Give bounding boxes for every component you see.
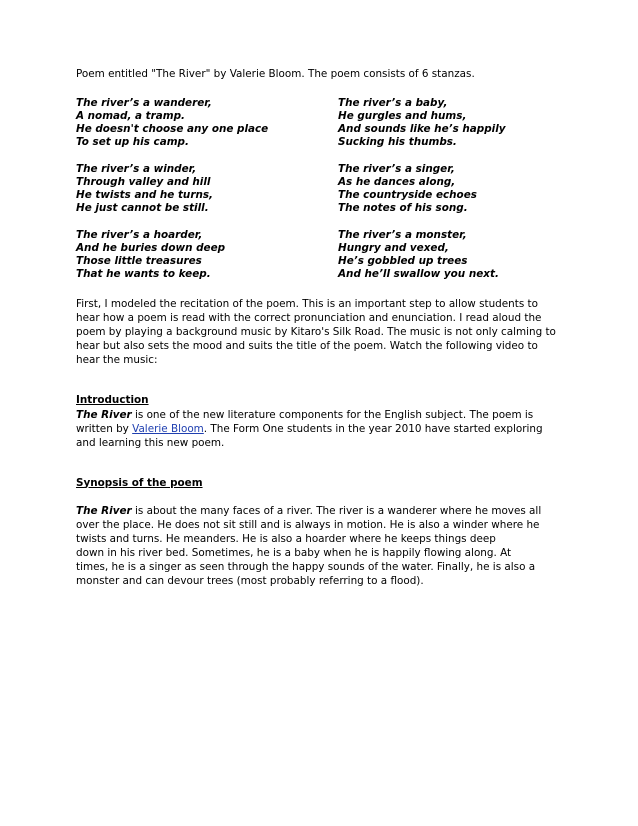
synopsis-section: [76, 476, 566, 589]
stanza-5: [76, 229, 338, 281]
stanza-line: The river’s a baby,: [338, 97, 448, 109]
paragraph-line: poem by playing a background music by Kitaro's Silk Road. The music is not only calming to: [76, 326, 556, 338]
stanza-6: [338, 229, 566, 281]
paragraph-line: over the place. He does not sit still and is always in motion. He is also a winder where he: [76, 519, 540, 531]
stanza-line: The river’s a winder,: [76, 163, 197, 175]
stanza-line: Hungry and vexed,: [338, 242, 449, 254]
text-span: is about the many faces of a river. The river is a wanderer where he moves all: [131, 505, 542, 517]
paragraph-line: hear but also sets the mood and suits the title of the poem. Watch the following video to: [76, 340, 538, 352]
poem-title-bold: The River: [76, 505, 132, 517]
stanza-line: He just cannot be still.: [76, 202, 209, 214]
stanza-line: As he dances along,: [338, 176, 456, 188]
stanza-line: Those little treasures: [76, 255, 202, 267]
stanza-1: [76, 97, 338, 149]
paragraph-line: down in his river bed. Sometimes, he is a baby when he is happily flowing along. At: [76, 547, 512, 559]
recitation-paragraph: [76, 297, 566, 367]
stanza-line: The river’s a monster,: [338, 229, 467, 241]
paragraph-line: hear the music:: [76, 354, 158, 366]
poem-title-bold: The River: [76, 408, 132, 421]
introduction-section: [76, 393, 566, 450]
stanza-line: The river’s a wanderer,: [76, 97, 212, 109]
stanza-line: Through valley and hill: [76, 176, 211, 188]
introduction-heading: Introduction: [76, 394, 149, 406]
stanza-line: And sounds like he’s happily: [338, 123, 506, 135]
paragraph-line: First, I modeled the recitation of the poem. This is an important step to allow students to: [76, 298, 538, 310]
stanza-line: He gurgles and hums,: [338, 110, 467, 122]
stanza-line: And he’ll swallow you next.: [338, 268, 499, 280]
stanza-line: And he buries down deep: [76, 242, 226, 254]
stanza-2: [338, 97, 566, 149]
paragraph-line: hear how a poem is read with the correct pronunciation and enunciation. I read aloud the: [76, 312, 542, 324]
paragraph-line: [76, 408, 566, 422]
paragraph-line: [76, 422, 566, 436]
text-span: written by: [76, 422, 133, 435]
stanza-line: He doesn't choose any one place: [76, 123, 269, 135]
stanza-line: To set up his camp.: [76, 136, 189, 148]
text-span: . The Form One students in the year 2010 have started exploring: [203, 422, 543, 435]
stanza-line: The countryside echoes: [338, 189, 477, 201]
paragraph-line: twists and turns. He meanders. He is also a hoarder where he keeps things deep: [76, 533, 496, 545]
intro-line: Poem entitled "The River" by Valerie Bloom. The poem consists of 6 stanzas.: [76, 68, 475, 80]
text-span: is one of the new literature components for the English subject. The poem is: [131, 408, 534, 421]
synopsis-heading: Synopsis of the poem: [76, 476, 203, 489]
stanza-line: The notes of his song.: [338, 202, 468, 214]
poem-stanzas: [76, 97, 566, 281]
stanza-line: The river’s a hoarder,: [76, 229, 203, 241]
stanza-3: [76, 163, 338, 215]
stanza-line: The river’s a singer,: [338, 163, 455, 175]
stanza-line: He twists and he turns,: [76, 189, 213, 201]
document-page: [76, 67, 566, 588]
stanza-line: That he wants to keep.: [76, 268, 211, 280]
paragraph-line: monster and can devour trees (most probably referring to a flood).: [76, 575, 424, 587]
stanza-4: [338, 163, 566, 215]
paragraph-line: times, he is a singer as seen through the happy sounds of the water. Finally, he is also a: [76, 561, 536, 573]
paragraph-line: [76, 504, 566, 518]
stanza-line: He’s gobbled up trees: [338, 255, 468, 267]
paragraph-line: and learning this new poem.: [76, 436, 225, 449]
stanza-line: A nomad, a tramp.: [76, 110, 185, 122]
author-link[interactable]: Valerie Bloom: [132, 422, 204, 435]
stanza-line: Sucking his thumbs.: [338, 136, 457, 148]
